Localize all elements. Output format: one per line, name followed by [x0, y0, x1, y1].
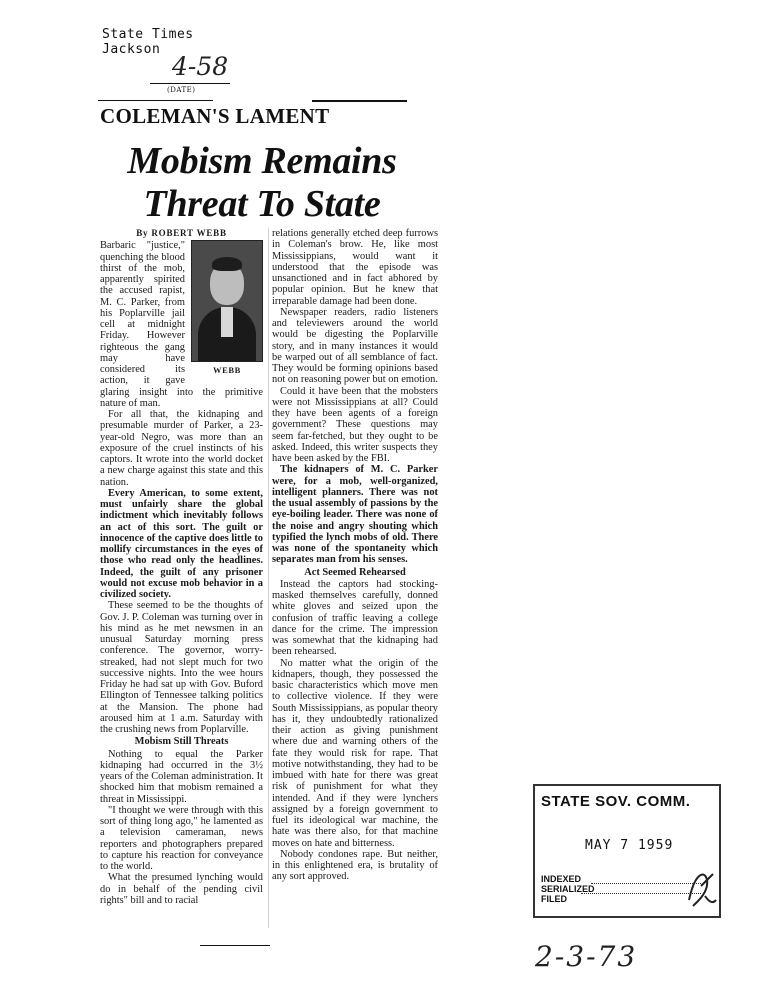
col2-para-7: Nobody condones rape. But neither, in this enlightened era, is brutality of any sort approved.	[272, 848, 438, 883]
photo-caption: WEBB	[213, 365, 241, 376]
col2-para-2: Newspaper readers, radio listeners and televiewers around the world would be digesting the Poplarville story, and in many instances it would be warped out of all semblance of fact. They would be forming opinions based not on reasoning power but on emotion.	[272, 306, 438, 386]
date-underline	[150, 83, 230, 84]
col2-para-5: Instead the captors had stocking-masked themselves carefully, donned white gloves and seized upon the confusion of traffic leaving a college dance for the crime. The impression was somewhat that the kidnaping had been rehearsed.	[272, 578, 438, 658]
source-city: Jackson	[102, 42, 161, 57]
col2-para-4: The kidnapers of M. C. Parker were, for a mob, well-organized, intelligent planners. There was not the usual assembly of passions by the eye-boiling leader. There was none of the noise and angry shouting which typified the lynch mobs of old. There was none of the spontaneity which separates man from his senses.	[272, 464, 438, 566]
col1-para-5: Nothing to equal the Parker kidnaping had occurred in the 3½ years of the Coleman administration. It shocked him that mobism remained a threat in Mississippi.	[100, 748, 263, 805]
col2-para-6: No matter what the origin of the kidnapers, though, they possessed the basic characteristics which move men to collective violence. If they were South Mississippians, as popular theory has it, they undoubtedly rationalized their action as giving punishment where due and warning others of the fate they would risk for rape. That motive notwithstanding, they had to be imbued with hate for there was great risk of punishment for what they intended. And if they were lynchers assigned by a foreign government to fuel its ideological war machine, the hate was there also, for that machine moves on hate and bitterness.	[272, 657, 438, 849]
author-photo-block	[191, 240, 263, 377]
col2-para-3: Could it have been that the mobsters were not Mississippians at all? Could they have been agents of a foreign government? These questions may seem far-fetched, but they ought to be asked. Indeed, this writer suspects they have been asked by the FBI.	[272, 385, 438, 464]
handwritten-file-number: 2-3-73	[535, 940, 638, 973]
stamp-indexed: INDEXED	[541, 874, 582, 884]
stamp-date: MAY 7 1959	[585, 838, 674, 853]
col1-para-4: These seemed to be the thoughts of Gov. J. P. Coleman was turning over in his mind as he met newsmen in an unusual Saturday morning press conference. The governor, worry-streaked, had not slept much for two successive nights. Into the wee hours Friday he had sat up with Gov. Buford Ellington of Tennessee talking politics at the Mansion. The phone had aroused him at 1 a.m. Saturday with the crushing news from Poplarville.	[100, 600, 263, 735]
author-photo	[191, 240, 263, 362]
byline: By ROBERT WEBB	[136, 228, 227, 238]
stamp-title: STATE SOV. COMM.	[541, 793, 691, 810]
end-rule	[200, 945, 270, 946]
headline-line-1: Mobism Remains	[127, 140, 397, 182]
handwritten-initials	[685, 866, 719, 912]
column-divider	[268, 228, 269, 928]
col1-para-3: Every American, to some extent, must unfairly share the global indictment which inevitably follows an act of this sort. The guilt or innocence of the captive does little to mollify circumstances in the eyes of those who read only the headlines. Indeed, the guilt of any prisoner would not excuse mob behavior in a civilized society.	[100, 487, 263, 600]
col2-subhead: Act Seemed Rehearsed	[304, 566, 406, 578]
article-column-1	[100, 228, 263, 932]
date-label: (DATE)	[167, 86, 196, 94]
col1-para-6: "I thought we were through with this sort of thing long ago," he lamented as a television cameraman, news reporters and photographers prepared to capture his reaction for conveyance to the world.	[100, 804, 263, 872]
col2-para-1: relations generally etched deep furrows in Coleman's brow. He, like most Mississippians, would want it understood that the episode was unsanctioned and in fact abhored by popular opinion. But he knew that irreparable damage had been done.	[272, 228, 438, 307]
handwritten-date: 4-58	[172, 52, 229, 81]
receipt-stamp	[533, 784, 721, 918]
filed-line	[581, 893, 701, 894]
article-column-2	[272, 228, 438, 934]
col1-subhead: Mobism Still Threats	[134, 736, 229, 748]
source-newspaper: State Times	[102, 27, 194, 42]
col1-para-7: What the presumed lynching would do in behalf of the pending civil rights" bill and to racial	[100, 872, 263, 906]
col1-para-1: Barbaric "justice," quenching the blood thirst of the mob, apparently spirited the accused rapist, M. C. Parker, from his Poplarville jail cell at midnight Friday. However righteous the gang may have considered its action, it gave glaring insight into the primitive nature of man.	[100, 240, 263, 409]
kicker-rule-left	[98, 100, 213, 101]
stamp-serialized: SERIALIZED	[541, 884, 595, 894]
col1-para-2: For all that, the kidnaping and presumable murder of Parker, a 23-year-old Negro, was more than an exposure of the cruel instincts of his captors. It wrote into the world docket a new charge against this state and this nation.	[100, 409, 263, 488]
kicker-title: COLEMAN'S LAMENT	[100, 104, 330, 128]
kicker-rule-right	[312, 100, 407, 102]
stamp-filed: FILED	[541, 894, 567, 904]
headline-line-2: Threat To State	[143, 183, 381, 225]
